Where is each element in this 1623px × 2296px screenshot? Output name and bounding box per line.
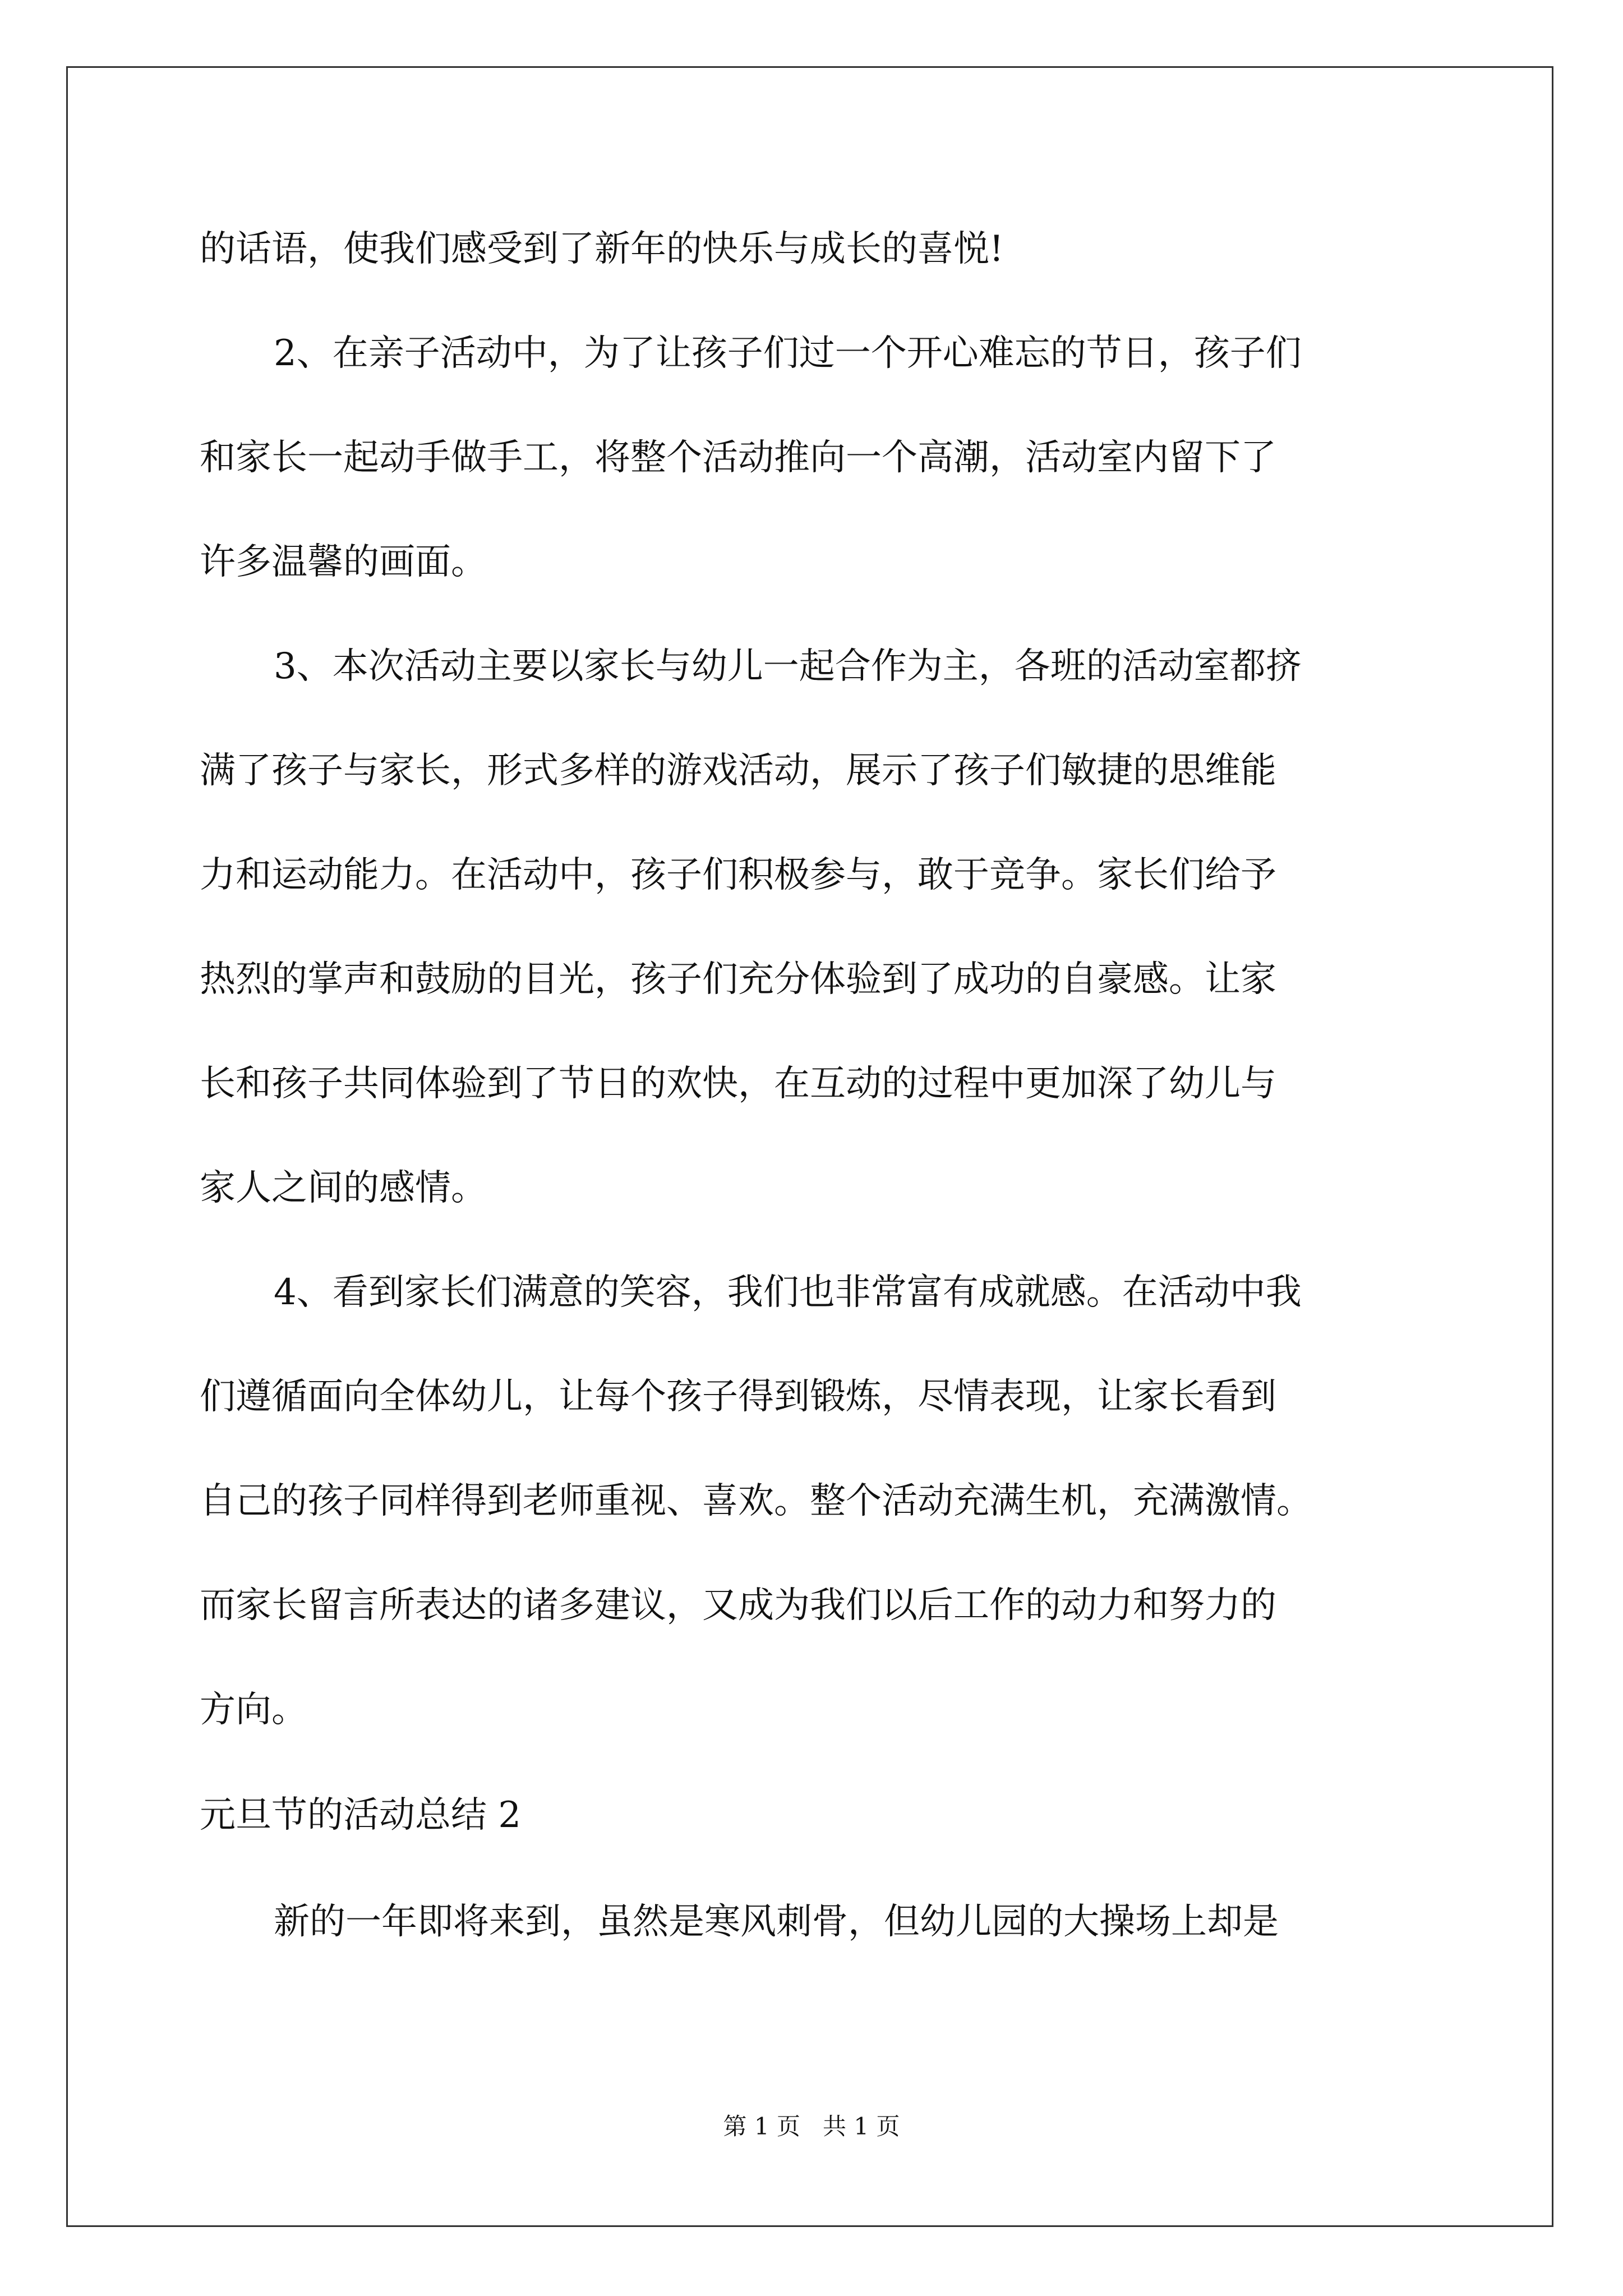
paragraph-3-line-1: 3、本次活动主要以家长与幼儿一起合作为主，各班的活动室都挤 <box>274 646 1302 687</box>
paragraph-4-line-4: 而家长留言所表达的诸多建议，又成为我们以后工作的动力和努力的 <box>200 1585 1276 1626</box>
paragraph-4-line-2: 们遵循面向全体幼儿，让每个孩子得到锻炼，尽情表现，让家长看到 <box>200 1376 1276 1418</box>
paragraph-3-line-3: 力和运动能力。在活动中，孩子们积极参与，敢于竞争。家长们给予 <box>200 854 1276 896</box>
paragraph-2-line-3: 许多温馨的画面。 <box>200 541 487 583</box>
paragraph-4-line-3: 自己的孩子同样得到老师重视、喜欢。整个活动充满生机，充满激情。 <box>200 1480 1312 1522</box>
paragraph-4-line-5: 方向。 <box>200 1689 307 1731</box>
paragraph-2-line-2: 和家长一起动手做手工，将整个活动推向一个高潮，活动室内留下了 <box>200 437 1276 478</box>
paragraph-2-line-1: 2、在亲子活动中，为了让孩子们过一个开心难忘的节日，孩子们 <box>274 333 1302 374</box>
paragraph-5-line-1: 新的一年即将来到，虽然是寒风刺骨，但幼儿园的大操场上却是 <box>274 1901 1279 1943</box>
paragraph-3-line-6: 家人之间的感情。 <box>200 1167 487 1209</box>
paragraph-3-line-4: 热烈的掌声和鼓励的目光，孩子们充分体验到了成功的自豪感。让家 <box>200 959 1276 1000</box>
page-footer: 第 1 页 共 1 页 <box>723 2113 900 2140</box>
paragraph-3-line-5: 长和孩子共同体验到了节日的欢快，在互动的过程中更加深了幼儿与 <box>200 1063 1276 1105</box>
body-line-1: 的话语，使我们感受到了新年的快乐与成长的喜悦! <box>200 228 1004 270</box>
paragraph-4-line-1: 4、看到家长们满意的笑容，我们也非常富有成就感。在活动中我 <box>274 1272 1302 1313</box>
section-heading: 元旦节的活动总结 2 <box>200 1795 522 1836</box>
paragraph-3-line-2: 满了孩子与家长，形式多样的游戏活动，展示了孩子们敏捷的思维能 <box>200 750 1276 792</box>
